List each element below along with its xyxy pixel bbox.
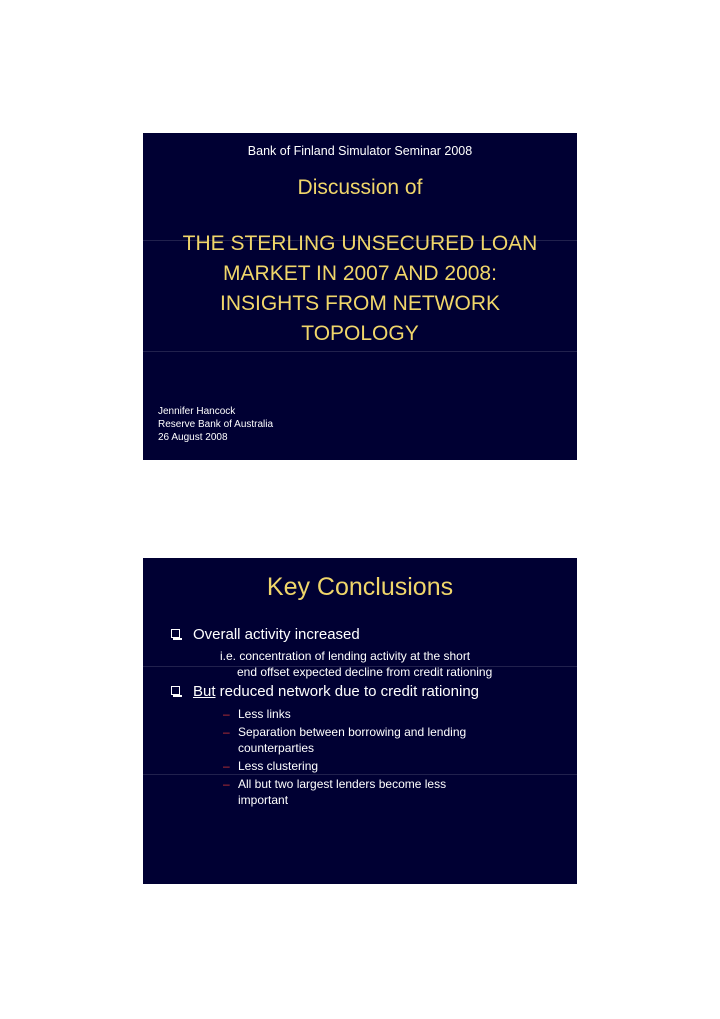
bullet-text: reduced network due to credit rationing (215, 683, 480, 700)
paper-title-line: THE STERLING UNSECURED LOAN (182, 232, 538, 255)
dash-bullet-icon: – (223, 725, 230, 739)
bullet-note (170, 648, 570, 680)
bullet-emphasis: But (193, 683, 216, 700)
title-slide (143, 133, 577, 460)
sub-item (170, 758, 570, 774)
slide-title: Key Conclusions (266, 573, 454, 601)
sub-item-text: counterparties (238, 741, 315, 755)
hollow-square-bullet-icon (171, 629, 180, 638)
bullet-item (170, 625, 570, 645)
dash-bullet-icon: – (223, 759, 230, 773)
sub-item-text: Less links (238, 707, 291, 721)
paper-title-line: MARKET IN 2007 AND 2008: (223, 262, 497, 285)
paper-title-line: TOPOLOGY (301, 322, 419, 345)
sub-item-text: important (238, 793, 289, 807)
dash-bullet-icon: – (223, 777, 230, 791)
sub-item (170, 776, 570, 808)
key-conclusions-slide (143, 558, 577, 884)
presentation-date: 26 August 2008 (158, 432, 228, 443)
paper-title (149, 229, 571, 349)
hollow-square-bullet-icon (171, 686, 180, 695)
bullet-note-line: i.e. concentration of lending activity at the short (220, 649, 471, 663)
author-name: Jennifer Hancock (158, 406, 236, 417)
discussion-heading: Discussion of (297, 176, 423, 199)
sub-item-text: All but two largest lenders become less (238, 777, 447, 791)
author-institution: Reserve Bank of Australia (158, 419, 274, 430)
paper-title-line: INSIGHTS FROM NETWORK (220, 292, 500, 315)
sub-item-text: Less clustering (238, 759, 319, 773)
bullet-item (170, 682, 570, 702)
slide-body (170, 625, 570, 808)
seminar-name: Bank of Finland Simulator Seminar 2008 (247, 144, 473, 158)
bullet-note-line: end offset expected decline from credit rationing (237, 665, 493, 679)
sub-item-text: Separation between borrowing and lending (238, 725, 467, 739)
sub-item (170, 706, 570, 722)
slide-guide-line (143, 351, 577, 352)
dash-bullet-icon: – (223, 707, 230, 721)
bullet-text: Overall activity increased (193, 626, 360, 643)
sub-item (170, 724, 570, 756)
author-block (158, 405, 273, 444)
